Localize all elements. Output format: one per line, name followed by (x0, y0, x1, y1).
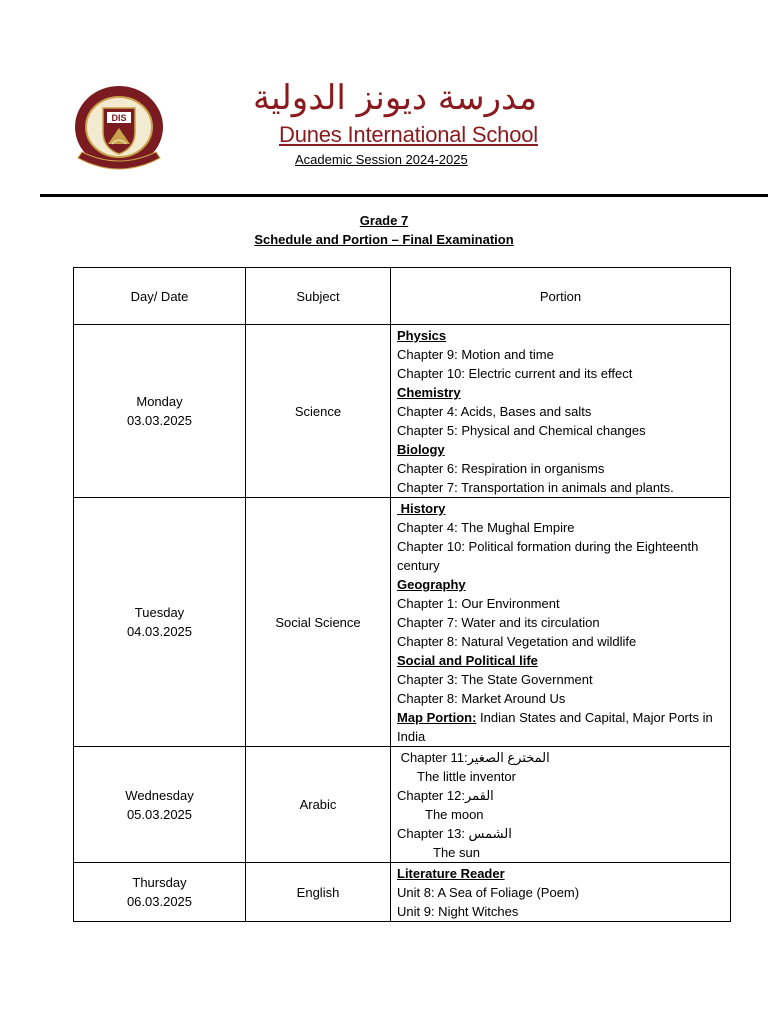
table-row (74, 498, 731, 747)
day-date-cell (74, 325, 246, 498)
portion-cell (391, 325, 731, 498)
date-label: 03.03.2025 (126, 413, 193, 428)
portion-line: Chapter 4: The Mughal Empire (397, 520, 575, 535)
portion-line: Chapter 6: Respiration in organisms (397, 461, 605, 476)
school-logo (72, 84, 166, 170)
map-portion-label: Map Portion: (397, 710, 477, 725)
exam-schedule-table (73, 267, 731, 922)
date-label: 06.03.2025 (126, 894, 193, 909)
portion-cell (391, 747, 731, 863)
portion-line: Chapter 10: Political formation during the Eighteenth century (397, 539, 699, 573)
portion-line: The moon (425, 807, 484, 822)
day-label: Thursday (132, 875, 187, 890)
portion-line: Chapter 9: Motion and time (397, 347, 554, 362)
portion-line: Unit 9: Night Witches (397, 904, 519, 919)
portion-line: The sun (433, 845, 480, 860)
day-date-cell (74, 747, 246, 863)
portion-heading: Social and Political life (397, 653, 538, 668)
header-day-date: Day/ Date (74, 268, 246, 325)
grade-title: Grade 7 (359, 213, 409, 228)
map-portion-text: Indian States and Capital, Major Ports in India (397, 710, 713, 744)
day-date-cell (74, 498, 246, 747)
portion-heading: Physics (397, 328, 447, 343)
portion-line: Chapter 1: Our Environment (397, 596, 560, 611)
portion-line: Chapter 7: Transportation in animals and plants. (397, 480, 674, 495)
map-portion-line (397, 708, 724, 746)
document-titles (0, 211, 768, 249)
date-label: 04.03.2025 (126, 624, 193, 639)
header-subject: Subject (246, 268, 391, 325)
portion-line: The little inventor (417, 769, 516, 784)
portion-heading: Literature Reader (397, 866, 505, 881)
day-label: Tuesday (134, 605, 185, 620)
subject-cell: Arabic (246, 747, 391, 863)
day-date-cell (74, 863, 246, 922)
table-header-row (74, 268, 731, 325)
date-label: 05.03.2025 (126, 806, 193, 822)
school-name-arabic: مدرسة ديونز الدولية (252, 78, 538, 118)
portion-heading: Geography (397, 577, 466, 592)
portion-line: Chapter 7: Water and its circulation (397, 615, 600, 630)
portion-line: Chapter 11:المخترع الصغير (397, 750, 550, 765)
portion-line: Unit 8: A Sea of Foliage (Poem) (397, 885, 580, 900)
header-divider (40, 194, 768, 197)
school-name-english: Dunes International School (279, 122, 538, 147)
portion-line: Chapter 13: الشمس (397, 826, 512, 841)
portion-line: Chapter 12:القمر (397, 788, 494, 803)
portion-cell (391, 498, 731, 747)
portion-line: Chapter 4: Acids, Bases and salts (397, 404, 592, 419)
portion-line: Chapter 3: The State Government (397, 672, 593, 687)
portion-cell (391, 863, 731, 922)
document-header (0, 0, 768, 200)
logo-initials: DIS (111, 113, 127, 123)
exam-title: Schedule and Portion – Final Examination (254, 232, 514, 247)
portion-line: Chapter 8: Market Around Us (397, 691, 566, 706)
table-row (74, 747, 731, 863)
portion-heading: History (397, 501, 446, 516)
portion-heading: Biology (397, 442, 445, 457)
subject-cell: Science (246, 325, 391, 498)
table-row (74, 863, 731, 922)
portion-line: Chapter 10: Electric current and its effect (397, 366, 633, 381)
subject-cell: English (246, 863, 391, 922)
academic-session: Academic Session 2024-2025 (295, 152, 468, 167)
header-portion: Portion (391, 268, 731, 325)
table-row (74, 325, 731, 498)
subject-cell: Social Science (246, 498, 391, 747)
portion-line: Chapter 5: Physical and Chemical changes (397, 423, 646, 438)
portion-line: Chapter 8: Natural Vegetation and wildlife (397, 634, 637, 649)
day-label: Monday (136, 394, 183, 409)
day-label: Wednesday (125, 787, 194, 803)
portion-heading: Chemistry (397, 385, 461, 400)
